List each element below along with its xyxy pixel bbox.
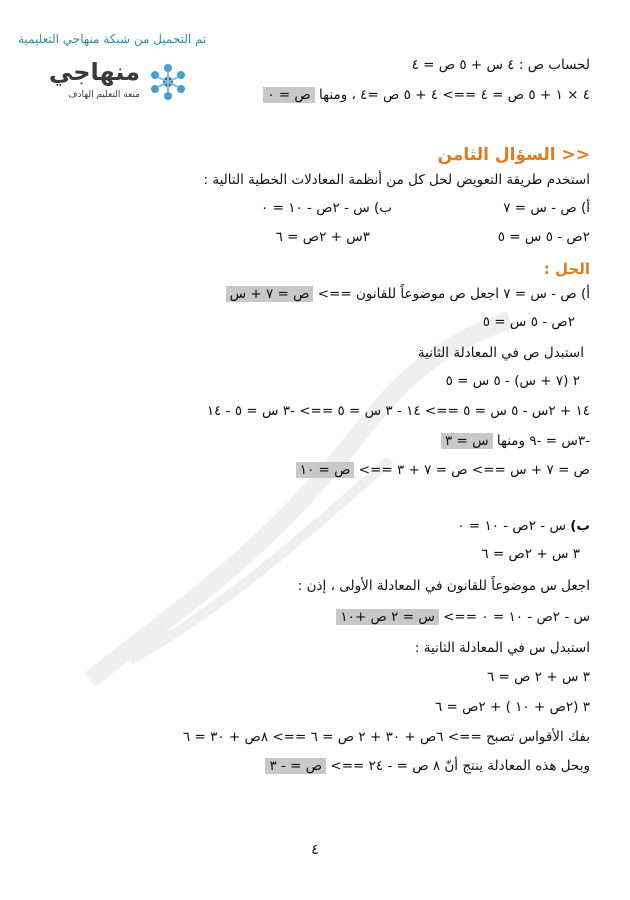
solution-b-line-2: ٣ س + ٢ص = ٦: [481, 546, 580, 562]
question-b-eq1: ب) س - ٢ص - ١٠ = ٠: [261, 200, 392, 216]
highlight-answer: س = ٣: [441, 433, 493, 449]
logo-tagline: متعة التعليم الهادف: [68, 90, 140, 100]
question-a-eq1: أ) ص - س = ٧: [503, 200, 590, 216]
highlight-answer: ص = ٧ + س: [226, 286, 314, 302]
solution-b-line-4: س - ٢ص - ١٠ = ٠ ==> س = ٢ ص +١٠: [30, 608, 590, 626]
highlight-answer: ص = ١٠: [296, 462, 355, 478]
solution-b-line-6: ٣ س + ٢ ص = ٦: [487, 669, 590, 685]
top-line-1: لحساب ص : ٤ س + ٥ ص = ٤: [411, 57, 590, 73]
solution-title: الحل :: [543, 260, 590, 278]
solution-a-line-3: استبدل ص في المعادلة الثانية: [417, 345, 584, 361]
solution-b-line-8: بفك الأقواس تصبح ==> ٦ص + ٣٠ + ٢ ص = ٦ ==> ٨ص + ٣٠ = ٦: [182, 729, 590, 745]
top-line-2: [30, 86, 590, 104]
logo-name: منهاجي: [48, 58, 140, 86]
highlight-answer: ص = - ٣: [265, 758, 326, 774]
solution-b-line-5: استبدل س في المعادلة الثانية :: [414, 640, 590, 656]
solution-b-line-3: اجعل س موضوعاً للقانون في المعادلة الأولى ، إذن :: [297, 578, 590, 594]
question-a-eq2: ٢ص - ٥ س = ٥: [497, 229, 590, 245]
solution-a-line-2: ٢ص - ٥ س = ٥: [482, 314, 575, 330]
solution-b-line-7: ٣ (٢ص + ١٠ ) + ٢ص = ٦: [434, 699, 590, 715]
solution-b-line-1: ب) س - ٢ص - ١٠ = ٠: [457, 518, 590, 534]
site-banner: تم التحميل من شبكة منهاجي التعليمية: [18, 32, 207, 46]
page-number: ٤: [311, 842, 319, 858]
question-b-eq2: ٣س + ٢ص = ٦: [275, 229, 370, 245]
question-instruction: استخدم طريقة التعويض لحل كل من أنظمة المعادلات الخطية التالية :: [203, 172, 590, 188]
highlight-answer: س = ٢ ص +١٠: [336, 609, 438, 625]
solution-b-line-9: وبحل هذه المعادلة ينتج أنّ ٨ ص = - ٢٤ ==> ص = - ٣: [30, 757, 590, 775]
top-line-2-text: ٤ × ١ + ٥ ص = ٤ ==> ٤ + ٥ ص =٤ ، ومنها: [319, 87, 590, 103]
question-title: << السؤال الثامن: [437, 145, 590, 165]
solution-a-line-7: ص = ٧ + س ==> ص = ٧ + ٣ ==> ص = ١٠: [296, 462, 590, 478]
solution-a-line-4: ٢ (٧ + س) - ٥ س = ٥: [445, 373, 580, 389]
solution-a-line-5: ١٤ + ٢س - ٥ س = ٥ ==> ١٤ - ٣ س = ٥ ==> -٣ س = ٥ - ١٤: [206, 403, 590, 419]
solution-a-line-6: -٣س = -٩ ومنها س = ٣: [30, 432, 590, 450]
solution-a-line-1: أ) ص - س = ٧ اجعل ص موضوعاً للقانون ==> ص = ٧ + س: [30, 285, 590, 303]
highlight-answer: ص = ٠: [263, 87, 314, 103]
